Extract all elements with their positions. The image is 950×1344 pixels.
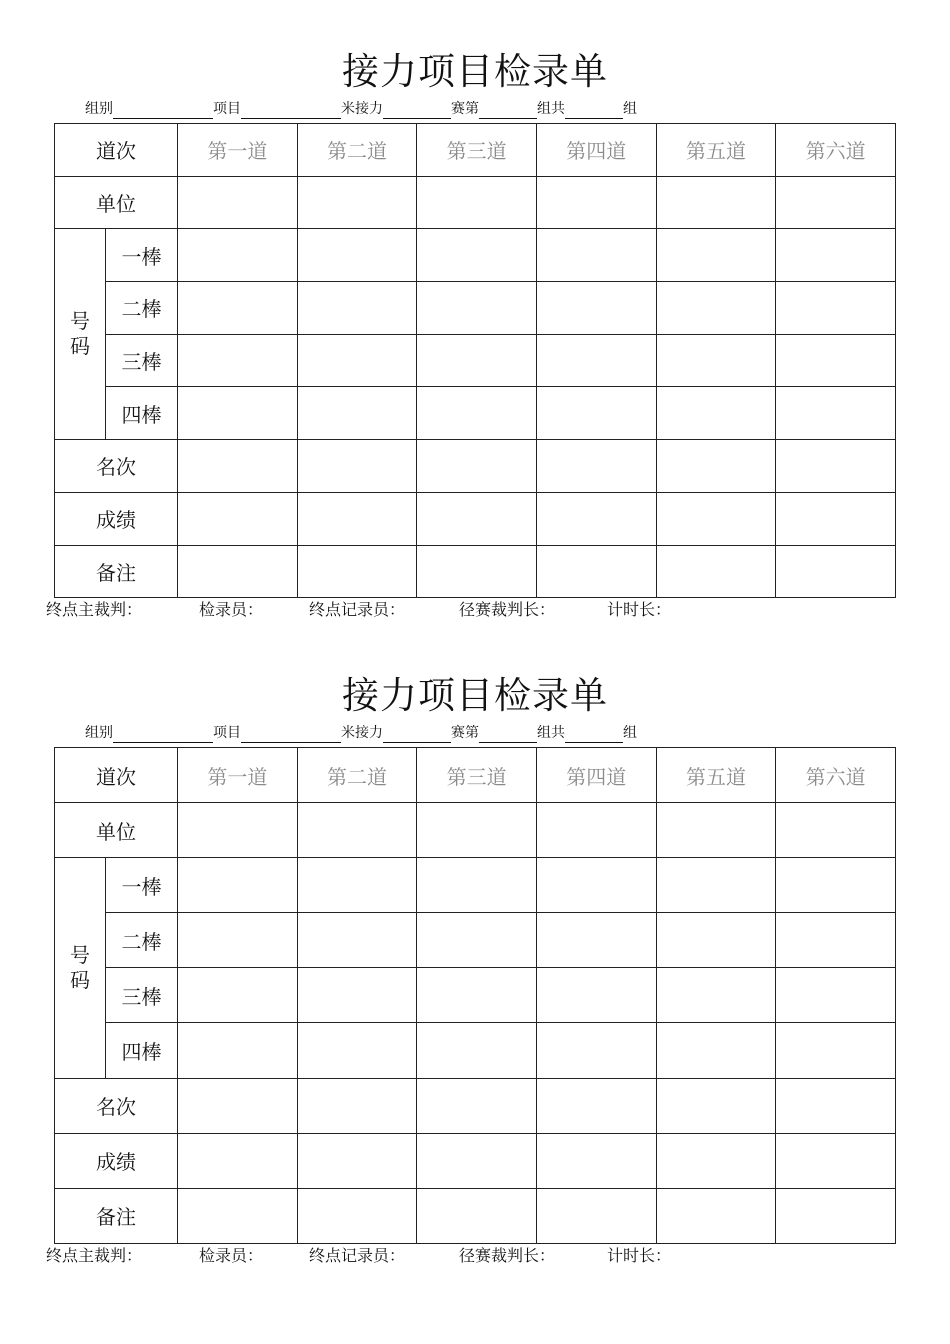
unit-lane-1-cell[interactable]: [178, 803, 298, 858]
result-label-cell: [55, 1133, 178, 1188]
number-label-cell: [55, 858, 106, 1078]
leg-3-lane-1-cell[interactable]: [178, 968, 298, 1023]
relay-label: 米接力: [341, 725, 383, 741]
lane-header-label-cell: [55, 748, 178, 803]
note-lane-6-cell[interactable]: [776, 1188, 896, 1243]
lane-label: 第三道: [446, 139, 507, 164]
leg-label-cell: [106, 968, 178, 1023]
rank-label: 名次: [96, 455, 136, 480]
result-label-cell: [55, 492, 178, 545]
lane-label: 第一道: [207, 139, 268, 164]
group-suffix: 组: [623, 101, 637, 117]
leg-3-lane-6-cell[interactable]: [776, 968, 896, 1023]
rank-lane-3-cell[interactable]: [417, 440, 537, 493]
finish-recorder-label: 终点记录员：: [309, 600, 406, 619]
leg-3-lane-5-cell[interactable]: [656, 968, 776, 1023]
result-lane-3-cell[interactable]: [417, 1133, 537, 1188]
leg-label: 四棒: [121, 1040, 162, 1065]
rank-row: [55, 440, 896, 493]
note-label-cell: [55, 1188, 178, 1243]
rank-row: [55, 1078, 896, 1133]
finish-chief-judge-label: 终点主裁判：: [46, 1246, 143, 1265]
note-lane-1-cell[interactable]: [178, 1188, 298, 1243]
lane-header-label-cell: [55, 124, 178, 177]
unit-lane-5-cell[interactable]: [656, 803, 776, 858]
leg-label: 二棒: [121, 929, 162, 954]
note-lane-4-cell[interactable]: [536, 545, 656, 598]
total-label: 组共: [537, 101, 565, 117]
note-row: [55, 1188, 896, 1243]
leg-2-lane-2-cell[interactable]: [297, 282, 417, 335]
leg-3-lane-5-cell[interactable]: [656, 334, 776, 387]
result-lane-6-cell[interactable]: [776, 1133, 896, 1188]
leg-row: [55, 858, 896, 913]
result-row: [55, 1133, 896, 1188]
result-lane-3-cell[interactable]: [417, 492, 537, 545]
unit-lane-1-cell[interactable]: [178, 176, 298, 229]
rank-lane-2-cell[interactable]: [297, 440, 417, 493]
rank-label: 名次: [96, 1095, 136, 1120]
group-blank[interactable]: [113, 103, 213, 119]
note-row: [55, 545, 896, 598]
unit-lane-6-cell[interactable]: [776, 176, 896, 229]
leg-label: 四棒: [121, 402, 162, 427]
note-lane-3-cell[interactable]: [417, 545, 537, 598]
leg-label: 二棒: [121, 297, 162, 322]
result-lane-1-cell[interactable]: [178, 492, 298, 545]
leg-3-lane-2-cell[interactable]: [297, 334, 417, 387]
relay-distance-blank[interactable]: [383, 103, 451, 119]
result-lane-2-cell[interactable]: [297, 492, 417, 545]
checkin-table: [54, 747, 896, 1244]
group-label: 组别: [85, 101, 113, 117]
leg-label: 一棒: [121, 874, 162, 899]
unit-lane-4-cell[interactable]: [536, 803, 656, 858]
leg-2-lane-1-cell[interactable]: [178, 282, 298, 335]
leg-1-lane-6-cell[interactable]: [776, 858, 896, 913]
event-label: 项目: [213, 101, 241, 117]
number-label: [55, 943, 105, 993]
leg-4-lane-2-cell[interactable]: [297, 387, 417, 440]
relay-label: 米接力: [341, 101, 383, 117]
number-label-char: 号: [70, 942, 90, 967]
lane-label: 第六道: [805, 139, 866, 164]
leg-2-lane-3-cell[interactable]: [417, 282, 537, 335]
leg-4-lane-3-cell[interactable]: [417, 1023, 537, 1078]
round-label: 赛第: [451, 725, 479, 741]
leg-1-lane-2-cell[interactable]: [297, 858, 417, 913]
leg-row: [55, 282, 896, 335]
lane-header-2: [297, 124, 417, 177]
lane-label: 第五道: [685, 764, 746, 789]
group-label: 组别: [85, 725, 113, 741]
group-blank[interactable]: [113, 727, 213, 743]
leg-label: 一棒: [121, 244, 162, 269]
lane-header-3: [417, 748, 537, 803]
lane-header-5: [656, 748, 776, 803]
result-lane-1-cell[interactable]: [178, 1133, 298, 1188]
rank-label-cell: [55, 1078, 178, 1133]
form-header-line: [85, 99, 637, 119]
lane-label: 第二道: [326, 139, 387, 164]
unit-row: [55, 176, 896, 229]
form-title: 接力项目检录单: [342, 674, 608, 717]
round-blank[interactable]: [479, 727, 537, 743]
leg-2-lane-4-cell[interactable]: [536, 282, 656, 335]
result-lane-4-cell[interactable]: [536, 492, 656, 545]
rank-lane-5-cell[interactable]: [656, 1078, 776, 1133]
lane-header-6: [776, 124, 896, 177]
lane-header-4: [536, 124, 656, 177]
unit-label-cell: [55, 176, 178, 229]
leg-4-lane-4-cell[interactable]: [536, 1023, 656, 1078]
number-label: [55, 309, 105, 359]
number-label-char: 码: [70, 967, 90, 992]
leg-2-lane-2-cell[interactable]: [297, 913, 417, 968]
total-label: 组共: [537, 725, 565, 741]
leg-label-cell: [106, 334, 178, 387]
rank-lane-4-cell[interactable]: [536, 1078, 656, 1133]
lane-label: 第五道: [685, 139, 746, 164]
signature-footer: [46, 1246, 671, 1266]
rank-lane-2-cell[interactable]: [297, 1078, 417, 1133]
leg-label-cell: [106, 229, 178, 282]
leg-1-lane-4-cell[interactable]: [536, 229, 656, 282]
leg-3-lane-1-cell[interactable]: [178, 334, 298, 387]
unit-lane-3-cell[interactable]: [417, 176, 537, 229]
track-referee-label: 径赛裁判长：: [459, 1246, 556, 1265]
lane-header-6: [776, 748, 896, 803]
number-label-char: 码: [70, 334, 90, 359]
lane-label: 第三道: [446, 764, 507, 789]
note-lane-2-cell[interactable]: [297, 545, 417, 598]
leg-1-lane-1-cell[interactable]: [178, 858, 298, 913]
leg-2-lane-6-cell[interactable]: [776, 282, 896, 335]
rank-lane-1-cell[interactable]: [178, 1078, 298, 1133]
leg-1-lane-4-cell[interactable]: [536, 858, 656, 913]
leg-3-lane-3-cell[interactable]: [417, 334, 537, 387]
leg-label-cell: [106, 1023, 178, 1078]
lane-header-1: [178, 748, 298, 803]
note-label-cell: [55, 545, 178, 598]
rank-lane-3-cell[interactable]: [417, 1078, 537, 1133]
leg-1-lane-5-cell[interactable]: [656, 858, 776, 913]
total-blank[interactable]: [565, 103, 623, 119]
unit-lane-4-cell[interactable]: [536, 176, 656, 229]
total-blank[interactable]: [565, 727, 623, 743]
lane-header-5: [656, 124, 776, 177]
form-title: 接力项目检录单: [342, 50, 608, 93]
event-blank[interactable]: [241, 727, 341, 743]
result-row: [55, 492, 896, 545]
lane-header-4: [536, 748, 656, 803]
leg-3-lane-2-cell[interactable]: [297, 968, 417, 1023]
rank-lane-1-cell[interactable]: [178, 440, 298, 493]
rank-lane-6-cell[interactable]: [776, 440, 896, 493]
lane-label: 第四道: [566, 139, 627, 164]
unit-lane-2-cell[interactable]: [297, 176, 417, 229]
leg-1-lane-1-cell[interactable]: [178, 229, 298, 282]
round-blank[interactable]: [479, 103, 537, 119]
lane-label: 第二道: [326, 764, 387, 789]
leg-row: [55, 913, 896, 968]
checkin-officer-label: 检录员：: [199, 1246, 264, 1265]
leg-1-lane-3-cell[interactable]: [417, 229, 537, 282]
relay-distance-blank[interactable]: [383, 727, 451, 743]
result-lane-4-cell[interactable]: [536, 1133, 656, 1188]
unit-lane-3-cell[interactable]: [417, 803, 537, 858]
unit-lane-2-cell[interactable]: [297, 803, 417, 858]
lane-label: 第一道: [207, 764, 268, 789]
leg-2-lane-1-cell[interactable]: [178, 913, 298, 968]
lane-header-label: 道次: [96, 764, 136, 789]
note-lane-3-cell[interactable]: [417, 1188, 537, 1243]
result-label: 成绩: [96, 1150, 136, 1175]
unit-lane-5-cell[interactable]: [656, 176, 776, 229]
unit-label-cell: [55, 803, 178, 858]
rank-lane-6-cell[interactable]: [776, 1078, 896, 1133]
leg-4-lane-2-cell[interactable]: [297, 1023, 417, 1078]
result-lane-5-cell[interactable]: [656, 492, 776, 545]
leg-row: [55, 968, 896, 1023]
lane-header-3: [417, 124, 537, 177]
leg-3-lane-4-cell[interactable]: [536, 968, 656, 1023]
leg-3-lane-3-cell[interactable]: [417, 968, 537, 1023]
leg-2-lane-4-cell[interactable]: [536, 913, 656, 968]
note-lane-2-cell[interactable]: [297, 1188, 417, 1243]
leg-label: 三棒: [121, 350, 162, 375]
event-blank[interactable]: [241, 103, 341, 119]
leg-4-lane-1-cell[interactable]: [178, 387, 298, 440]
leg-1-lane-2-cell[interactable]: [297, 229, 417, 282]
leg-4-lane-3-cell[interactable]: [417, 387, 537, 440]
leg-4-lane-6-cell[interactable]: [776, 387, 896, 440]
lane-header-label: 道次: [96, 139, 136, 164]
leg-1-lane-6-cell[interactable]: [776, 229, 896, 282]
note-lane-1-cell[interactable]: [178, 545, 298, 598]
lane-label: 第六道: [805, 764, 866, 789]
lane-label: 第四道: [566, 764, 627, 789]
note-label: 备注: [96, 560, 136, 585]
leg-row: [55, 387, 896, 440]
rank-label-cell: [55, 440, 178, 493]
signature-footer: [46, 600, 671, 620]
leg-row: [55, 1023, 896, 1078]
leg-2-lane-6-cell[interactable]: [776, 913, 896, 968]
leg-3-lane-4-cell[interactable]: [536, 334, 656, 387]
number-label-char: 号: [70, 309, 90, 334]
form-header-line: [85, 723, 637, 743]
leg-4-lane-5-cell[interactable]: [656, 1023, 776, 1078]
leg-2-lane-3-cell[interactable]: [417, 913, 537, 968]
note-lane-5-cell[interactable]: [656, 545, 776, 598]
note-lane-4-cell[interactable]: [536, 1188, 656, 1243]
leg-label-cell: [106, 387, 178, 440]
leg-label: 三棒: [121, 984, 162, 1009]
rank-lane-4-cell[interactable]: [536, 440, 656, 493]
leg-4-lane-5-cell[interactable]: [656, 387, 776, 440]
result-lane-2-cell[interactable]: [297, 1133, 417, 1188]
number-label-cell: [55, 229, 106, 440]
note-lane-5-cell[interactable]: [656, 1188, 776, 1243]
leg-2-lane-5-cell[interactable]: [656, 913, 776, 968]
lane-header-row: [55, 124, 896, 177]
unit-lane-6-cell[interactable]: [776, 803, 896, 858]
note-label: 备注: [96, 1205, 136, 1230]
result-lane-5-cell[interactable]: [656, 1133, 776, 1188]
leg-4-lane-6-cell[interactable]: [776, 1023, 896, 1078]
group-suffix: 组: [623, 725, 637, 741]
leg-4-lane-4-cell[interactable]: [536, 387, 656, 440]
checkin-officer-label: 检录员：: [199, 600, 264, 619]
leg-label-cell: [106, 913, 178, 968]
chief-timekeeper-label: 计时长：: [607, 600, 672, 619]
leg-2-lane-5-cell[interactable]: [656, 282, 776, 335]
track-referee-label: 径赛裁判长：: [459, 600, 556, 619]
leg-3-lane-6-cell[interactable]: [776, 334, 896, 387]
rank-lane-5-cell[interactable]: [656, 440, 776, 493]
leg-row: [55, 229, 896, 282]
leg-row: [55, 334, 896, 387]
checkin-table: [54, 123, 896, 598]
leg-1-lane-3-cell[interactable]: [417, 858, 537, 913]
finish-recorder-label: 终点记录员：: [309, 1246, 406, 1265]
unit-label: 单位: [96, 819, 136, 844]
unit-label: 单位: [96, 192, 136, 217]
result-label: 成绩: [96, 508, 136, 533]
chief-timekeeper-label: 计时长：: [607, 1246, 672, 1265]
leg-label-cell: [106, 858, 178, 913]
finish-chief-judge-label: 终点主裁判：: [46, 600, 143, 619]
leg-1-lane-5-cell[interactable]: [656, 229, 776, 282]
event-label: 项目: [213, 725, 241, 741]
result-lane-6-cell[interactable]: [776, 492, 896, 545]
round-label: 赛第: [451, 101, 479, 117]
unit-row: [55, 803, 896, 858]
lane-header-2: [297, 748, 417, 803]
lane-header-1: [178, 124, 298, 177]
lane-header-row: [55, 748, 896, 803]
note-lane-6-cell[interactable]: [776, 545, 896, 598]
leg-label-cell: [106, 282, 178, 335]
leg-4-lane-1-cell[interactable]: [178, 1023, 298, 1078]
